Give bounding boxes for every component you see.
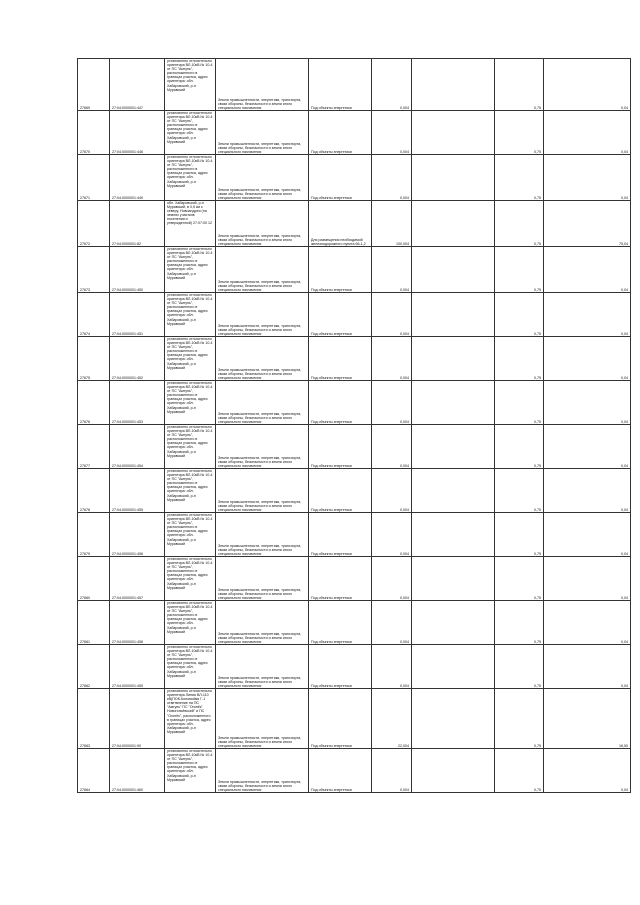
cell-area: 0,004 <box>372 425 412 469</box>
cell-tax: 0,04 <box>544 111 631 155</box>
cell-area: 0,004 <box>372 557 412 601</box>
cell-cad: 27:04:0000001:457 <box>110 557 165 601</box>
cell-area: 0,004 <box>372 469 412 513</box>
cell-rate: 0,75 <box>495 513 544 557</box>
cell-loc: установлено относительно ориентира ВЛ-10кВ № 10-4 от ПС "Амгунь", расположенного в границах участка, адрес ориентира: обл. Хабаровский, р-н Муравский <box>165 337 216 381</box>
table-body <box>78 59 631 793</box>
cell-area: 0,004 <box>372 293 412 337</box>
cell-empty <box>412 469 495 513</box>
cell-id: 27684 <box>78 749 110 793</box>
cell-cat: Земли промышленности, энергетики, транспорта, связи обороны, безопасности и земли иного специального назначения <box>216 749 309 793</box>
table-row <box>78 155 631 201</box>
table-row <box>78 247 631 293</box>
cell-rate: 0,75 <box>495 155 544 201</box>
cell-id: 27676 <box>78 381 110 425</box>
cell-loc: установлено относительно ориентира Линия ВЛ-110 кВ(ГЮК-Коломойки Г-1 ответвление на ПС "Амгунь" ПС "Огонёк" Новогоньёвский" и ПС "Огонёк", расположенного в границах участка, адрес ориентира: обл. Хабаровский, р-н Муравский <box>165 689 216 749</box>
cell-use: Под объекты энергетики <box>309 601 372 645</box>
cell-empty <box>412 645 495 689</box>
cell-use: Под объекты энергетики <box>309 749 372 793</box>
cell-tax: 0,04 <box>544 247 631 293</box>
cell-empty <box>412 111 495 155</box>
cell-id: 27679 <box>78 513 110 557</box>
cell-rate: 0,75 <box>495 601 544 645</box>
cell-cad: 27:04:0000001:449 <box>110 155 165 201</box>
cell-area: 100,004 <box>372 201 412 247</box>
cell-tax: 0,04 <box>544 425 631 469</box>
cell-tax: 0,04 <box>544 293 631 337</box>
cell-cat: Земли промышленности, энергетики, транспорта, связи обороны, безопасности и земли иного специального назначения <box>216 111 309 155</box>
cell-cad: 27:04:0000001:453 <box>110 381 165 425</box>
cell-id: 27675 <box>78 337 110 381</box>
cell-area: 0,004 <box>372 155 412 201</box>
cell-rate: 0,75 <box>495 645 544 689</box>
cell-area: 0,004 <box>372 381 412 425</box>
cell-use: Под объекты энергетики <box>309 425 372 469</box>
cell-area: 0,004 <box>372 645 412 689</box>
table-row <box>78 469 631 513</box>
cell-tax: 0,04 <box>544 601 631 645</box>
cell-tax: 75,04 <box>544 201 631 247</box>
cell-area: 0,004 <box>372 111 412 155</box>
table-row <box>78 601 631 645</box>
cell-empty <box>412 247 495 293</box>
cell-rate: 0,75 <box>495 337 544 381</box>
cell-use: Под объекты энергетики <box>309 337 372 381</box>
cell-cad: 27:04:0000001:455 <box>110 469 165 513</box>
cell-empty <box>412 557 495 601</box>
cell-cat: Земли промышленности, энергетики, транспорта, связи обороны, безопасности и земли иного специального назначения <box>216 425 309 469</box>
cell-loc: установлено относительно ориентира ВЛ-10кВ № 10-4 от ПС "Амгунь", расположенного в границах участка, адрес ориентира: обл. Хабаровский, р-н Муравский <box>165 601 216 645</box>
cell-cat: Земли промышленности, энергетики, транспорта, связи обороны, безопасности и земли иного специального назначения <box>216 469 309 513</box>
cell-use: Для размещения необходимой железнодорожного пункта 66-1,2 <box>309 201 372 247</box>
cell-tax: 0,04 <box>544 337 631 381</box>
cell-use: Под объекты энергетики <box>309 59 372 111</box>
cell-tax: 0,04 <box>544 645 631 689</box>
table-row <box>78 749 631 793</box>
cell-cad: 27:04:0000001:446 <box>110 111 165 155</box>
cell-loc: установлено относительно ориентира ВЛ-10кВ № 10-4 от ПС "Амгунь", расположенного в границах участка, адрес ориентира: обл. Хабаровский, р-н Муравский <box>165 293 216 337</box>
table-row <box>78 337 631 381</box>
cell-area: 22,004 <box>372 689 412 749</box>
cell-use: Под объекты энергетики <box>309 469 372 513</box>
cell-cat: Земли промышленности, энергетики, транспорта, связи обороны, безопасности и земли иного специального назначения <box>216 59 309 111</box>
table-row <box>78 201 631 247</box>
cell-tax: 16,50 <box>544 689 631 749</box>
cell-cat: Земли промышленности, энергетики, транспорта, связи обороны, безопасности и земли иного специального назначения <box>216 689 309 749</box>
cell-rate: 0,75 <box>495 293 544 337</box>
cell-cat: Земли промышленности, энергетики, транспорта, связи обороны, безопасности и земли иного специального назначения <box>216 155 309 201</box>
cell-empty <box>412 425 495 469</box>
cell-cat: Земли промышленности, энергетики, транспорта, связи обороны, безопасности и земли иного специального назначения <box>216 601 309 645</box>
table-row <box>78 513 631 557</box>
cell-cad: 27:04:0000001:447 <box>110 59 165 111</box>
cell-cat: Земли промышленности, энергетики, транспорта, связи обороны, безопасности и земли иного специального назначения <box>216 247 309 293</box>
cell-tax: 0,04 <box>544 749 631 793</box>
cell-empty <box>412 59 495 111</box>
cell-cad: 27:04:0000001:454 <box>110 425 165 469</box>
cell-tax: 0,04 <box>544 557 631 601</box>
cell-id: 27678 <box>78 469 110 513</box>
cell-loc: установлено относительно ориентира ВЛ-10кВ № 10-4 от ПС "Амгунь", расположенного в границах участка, адрес ориентира: обл. Хабаровский, р-н Муравский <box>165 425 216 469</box>
table-row <box>78 59 631 111</box>
cell-use: Под объекты энергетики <box>309 645 372 689</box>
cell-rate: 0,75 <box>495 689 544 749</box>
cell-loc: установлено относительно ориентира ВЛ-10кВ № 10-4 от ПС "Амгунь", расположенного в границах участка, адрес ориентира: обл. Хабаровский, р-н Муравский <box>165 111 216 155</box>
table-row <box>78 111 631 155</box>
cell-empty <box>412 513 495 557</box>
cell-rate: 0,75 <box>495 469 544 513</box>
cell-empty <box>412 201 495 247</box>
cell-loc: обл. Хабаровский, р-н Муравский, в 0,5 км к северу, Новоандрея (на землях участков поселения и утвержденной) 27:07:00 12 <box>165 201 216 247</box>
cell-empty <box>412 601 495 645</box>
cell-area: 0,004 <box>372 601 412 645</box>
cell-use: Под объекты энергетики <box>309 381 372 425</box>
cell-rate: 0,75 <box>495 557 544 601</box>
land-plot-table <box>77 58 631 793</box>
cell-tax: 0,04 <box>544 381 631 425</box>
table-row <box>78 557 631 601</box>
cell-cad: 27:04:0000001:456 <box>110 513 165 557</box>
cell-rate: 0,75 <box>495 201 544 247</box>
cell-cad: 27:04:0000001:460 <box>110 749 165 793</box>
cell-cad: 27:04:0000001:90 <box>110 689 165 749</box>
cell-rate: 0,75 <box>495 381 544 425</box>
cell-tax: 0,04 <box>544 469 631 513</box>
cell-cad: 27:04:0000001:82 <box>110 201 165 247</box>
cell-id: 27682 <box>78 645 110 689</box>
cell-empty <box>412 293 495 337</box>
cell-area: 0,004 <box>372 749 412 793</box>
cell-cat: Земли промышленности, энергетики, транспорта, связи обороны, безопасности и земли иного специального назначения <box>216 381 309 425</box>
cell-empty <box>412 689 495 749</box>
cell-cad: 27:04:0000001:458 <box>110 601 165 645</box>
cell-cad: 27:04:0000001:459 <box>110 645 165 689</box>
cell-cad: 27:04:0000001:452 <box>110 337 165 381</box>
cell-loc: установлено относительно ориентира ВЛ-10кВ № 10-4 от ПС "Амгунь", расположенного в границах участка, адрес ориентира: обл. Хабаровский, р-н Муравский <box>165 645 216 689</box>
cell-loc: установлено относительно ориентира ВЛ-10кВ № 10-4 от ПС "Амгунь", расположенного в границах участка, адрес ориентира: обл. Хабаровский, р-н Муравский <box>165 155 216 201</box>
cell-use: Под объекты энергетики <box>309 111 372 155</box>
cell-id: 27677 <box>78 425 110 469</box>
cell-id: 27670 <box>78 111 110 155</box>
cell-tax: 0,04 <box>544 513 631 557</box>
cell-cat: Земли промышленности, энергетики, транспорта, связи обороны, безопасности и земли иного специального назначения <box>216 201 309 247</box>
cell-use: Под объекты энергетики <box>309 513 372 557</box>
cell-use: Под объекты энергетики <box>309 293 372 337</box>
cell-id: 27671 <box>78 155 110 201</box>
cell-tax: 0,04 <box>544 155 631 201</box>
cell-empty <box>412 337 495 381</box>
cell-rate: 0,75 <box>495 749 544 793</box>
cell-empty <box>412 381 495 425</box>
table-row <box>78 381 631 425</box>
cell-rate: 0,75 <box>495 59 544 111</box>
cell-area: 0,004 <box>372 513 412 557</box>
cell-loc: установлено относительно ориентира ВЛ-10кВ № 10-4 от ПС "Амгунь", расположенного в границах участка, адрес ориентира: обл. Хабаровский, р-н Муравский <box>165 749 216 793</box>
cell-cat: Земли промышленности, энергетики, транспорта, связи обороны, безопасности и земли иного специального назначения <box>216 645 309 689</box>
cell-cat: Земли промышленности, энергетики, транспорта, связи обороны, безопасности и земли иного специального назначения <box>216 337 309 381</box>
cell-rate: 0,75 <box>495 247 544 293</box>
cell-loc: установлено относительно ориентира ВЛ-10кВ № 10-4 от ПС "Амгунь", расположенного в границах участка, адрес ориентира: обл. Хабаровский, р-н Муравский <box>165 557 216 601</box>
cell-use: Под объекты энергетики <box>309 247 372 293</box>
cell-rate: 0,75 <box>495 111 544 155</box>
cell-empty <box>412 749 495 793</box>
cell-area: 0,004 <box>372 247 412 293</box>
cell-id: 27673 <box>78 247 110 293</box>
cell-empty <box>412 155 495 201</box>
table-row <box>78 645 631 689</box>
cell-area: 0,004 <box>372 337 412 381</box>
cell-cad: 27:04:0000001:450 <box>110 247 165 293</box>
cell-id: 27672 <box>78 201 110 247</box>
table-row <box>78 689 631 749</box>
cell-loc: установлено относительно ориентира ВЛ-10кВ № 10-4 от ПС "Амгунь", расположенного в границах участка, адрес ориентира: обл. Хабаровский, р-н Муравский <box>165 469 216 513</box>
cell-id: 27680 <box>78 557 110 601</box>
cell-use: Под объекты энергетики <box>309 155 372 201</box>
cell-cat: Земли промышленности, энергетики, транспорта, связи обороны, безопасности и земли иного специального назначения <box>216 557 309 601</box>
cell-loc: установлено относительно ориентира ВЛ-10кВ № 10-4 от ПС "Амгунь", расположенного в границах участка, адрес ориентира: обл. Хабаровский, р-н Муравский <box>165 381 216 425</box>
cell-id: 27669 <box>78 59 110 111</box>
cell-id: 27674 <box>78 293 110 337</box>
cell-cat: Земли промышленности, энергетики, транспорта, связи обороны, безопасности и земли иного специального назначения <box>216 293 309 337</box>
cell-cad: 27:04:0000001:451 <box>110 293 165 337</box>
cell-use: Под объекты энергетики <box>309 557 372 601</box>
table-row <box>78 293 631 337</box>
cell-loc: установлено относительно ориентира ВЛ-10кВ № 10-4 от ПС "Амгунь", расположенного в границах участка, адрес ориентира: обл. Хабаровский, р-н Муравский <box>165 513 216 557</box>
cell-cat: Земли промышленности, энергетики, транспорта, связи обороны, безопасности и земли иного специального назначения <box>216 513 309 557</box>
cell-rate: 0,75 <box>495 425 544 469</box>
cell-tax: 0,04 <box>544 59 631 111</box>
cell-id: 27683 <box>78 689 110 749</box>
table-row <box>78 425 631 469</box>
cell-use: Под объекты энергетики <box>309 689 372 749</box>
cell-id: 27681 <box>78 601 110 645</box>
cell-loc: установлено относительно ориентира ВЛ-10кВ № 10-4 от ПС "Амгунь", расположенного в границах участка, адрес ориентира: обл. Хабаровский, р-н Муравский <box>165 59 216 111</box>
cell-area: 0,004 <box>372 59 412 111</box>
cell-loc: установлено относительно ориентира ВЛ-10кВ № 10-4 от ПС "Амгунь", расположенного в границах участка, адрес ориентира: обл. Хабаровский, р-н Муравский <box>165 247 216 293</box>
